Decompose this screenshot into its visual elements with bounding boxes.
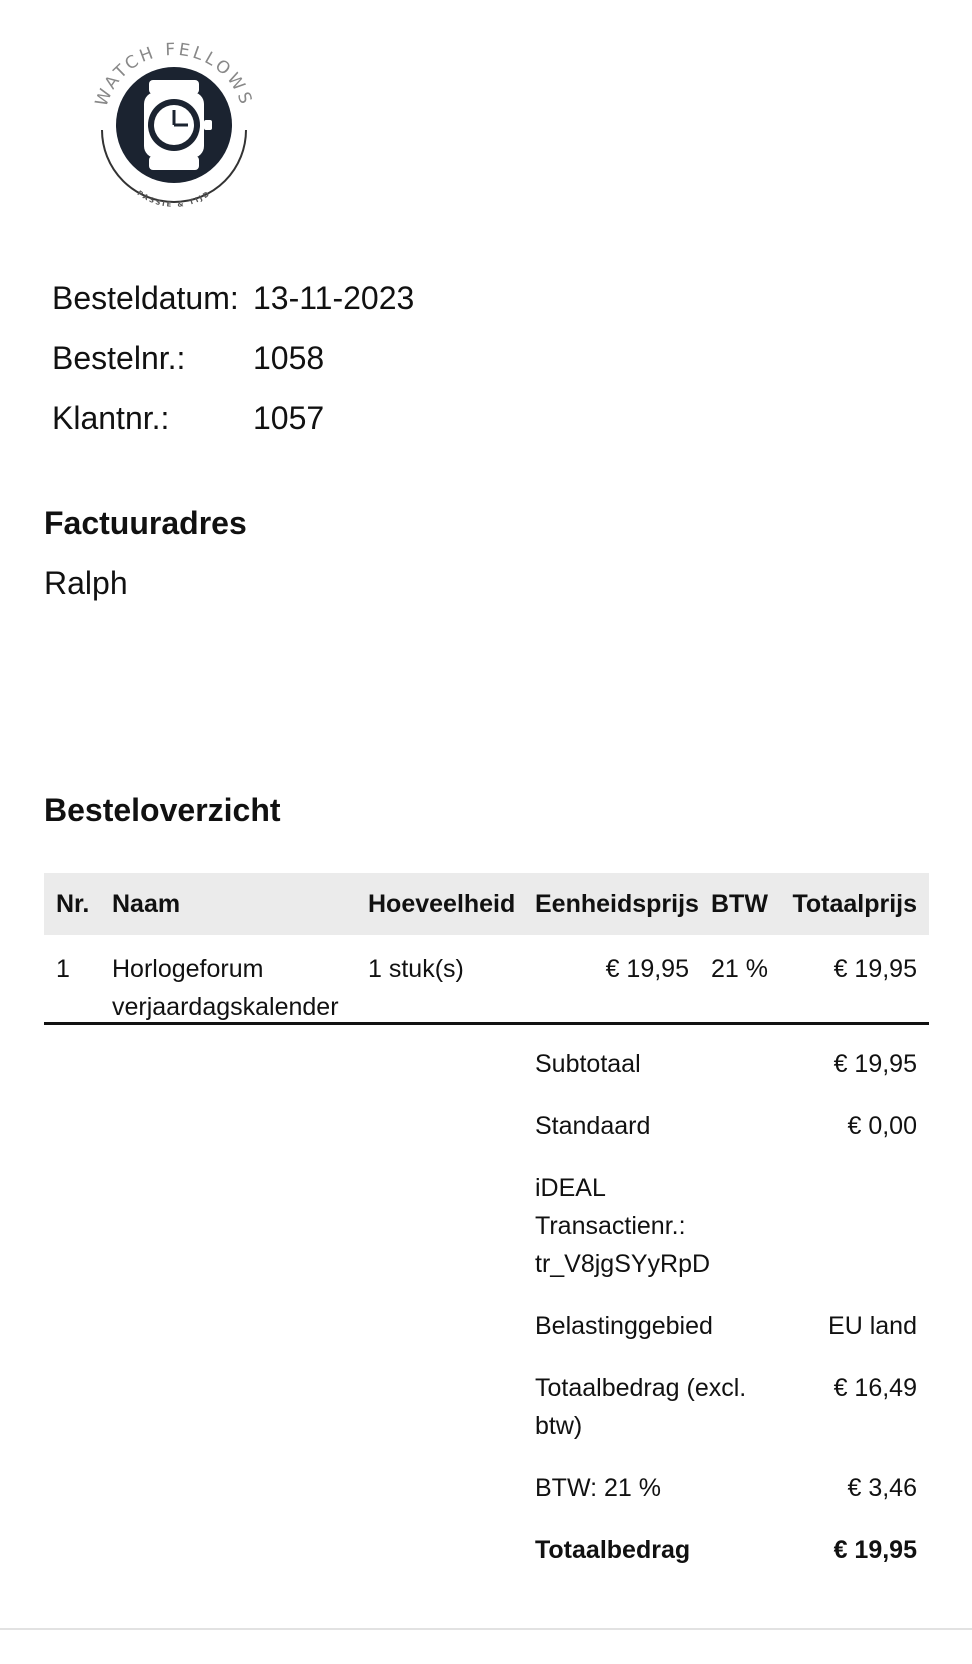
totals-summary (535, 1045, 917, 1593)
meta-customer-number (52, 388, 414, 448)
totals-label: Totaalbedrag (535, 1536, 691, 1564)
meta-order-number (52, 328, 414, 388)
totals-row-tax-region (535, 1307, 917, 1345)
row-vat: 21 % (711, 955, 768, 983)
totals-row-grand-total (535, 1531, 917, 1569)
header-unit-price: Eenheidsprijs (535, 889, 699, 918)
row-name-line: verjaardagskalender (112, 993, 339, 1021)
totals-row-vat (535, 1469, 917, 1507)
header-total: Totaalprijs (792, 889, 917, 918)
totals-value: EU land (828, 1312, 917, 1340)
totals-label: Standaard (535, 1112, 651, 1140)
meta-value: 13-11-2023 (253, 280, 415, 316)
row-quantity: 1 stuk(s) (368, 955, 464, 983)
totals-value: € 19,95 (833, 1050, 917, 1078)
header-nr: Nr. (56, 889, 90, 918)
table-header (44, 873, 929, 935)
meta-order-date (52, 268, 414, 328)
row-unit-price: € 19,95 (605, 955, 689, 983)
row-nr: 1 (56, 955, 70, 983)
totals-row-payment (535, 1169, 917, 1283)
totals-row-shipping (535, 1107, 917, 1145)
totals-label: iDEAL Transactienr.: tr_V8jgSYyRpD (535, 1174, 711, 1278)
logo-tagline: PASSIE & TIJD (135, 189, 213, 209)
meta-value: 1058 (253, 340, 325, 376)
table-row (44, 935, 929, 1025)
totals-label: Belastinggebied (535, 1312, 713, 1340)
header-name: Naam (112, 889, 181, 918)
row-name-line: Horlogeforum (112, 955, 264, 983)
totals-value: € 19,95 (833, 1536, 917, 1564)
billing-name: Ralph (44, 565, 128, 601)
logo-brand-text: WATCH FELLOWS (91, 39, 257, 110)
meta-value: 1057 (253, 400, 325, 436)
meta-label: Besteldatum: (52, 280, 239, 316)
overview-title: Besteloverzicht (44, 792, 281, 828)
bottom-divider (0, 1628, 972, 1630)
order-table (44, 873, 929, 1025)
totals-row-excl-vat (535, 1369, 917, 1445)
row-name (100, 950, 356, 1026)
watch-fellows-logo (84, 30, 264, 210)
totals-label: BTW: 21 % (535, 1474, 661, 1502)
meta-label: Bestelnr.: (52, 340, 186, 376)
svg-text:PASSIE & TIJD (136, 189, 213, 209)
meta-label: Klantnr.: (52, 400, 170, 436)
order-meta (52, 268, 414, 448)
totals-value: € 0,00 (847, 1112, 917, 1140)
totals-value: € 3,46 (847, 1474, 917, 1502)
watch-icon (84, 30, 264, 210)
row-total: € 19,95 (833, 955, 917, 983)
totals-value: € 16,49 (833, 1374, 917, 1402)
header-quantity: Hoeveelheid (368, 889, 516, 918)
totals-label: Subtotaal (535, 1050, 641, 1078)
totals-label: Totaalbedrag (excl. btw) (535, 1374, 747, 1440)
billing-title: Factuuradres (44, 505, 247, 541)
totals-row-subtotal (535, 1045, 917, 1083)
header-vat: BTW (711, 889, 768, 918)
